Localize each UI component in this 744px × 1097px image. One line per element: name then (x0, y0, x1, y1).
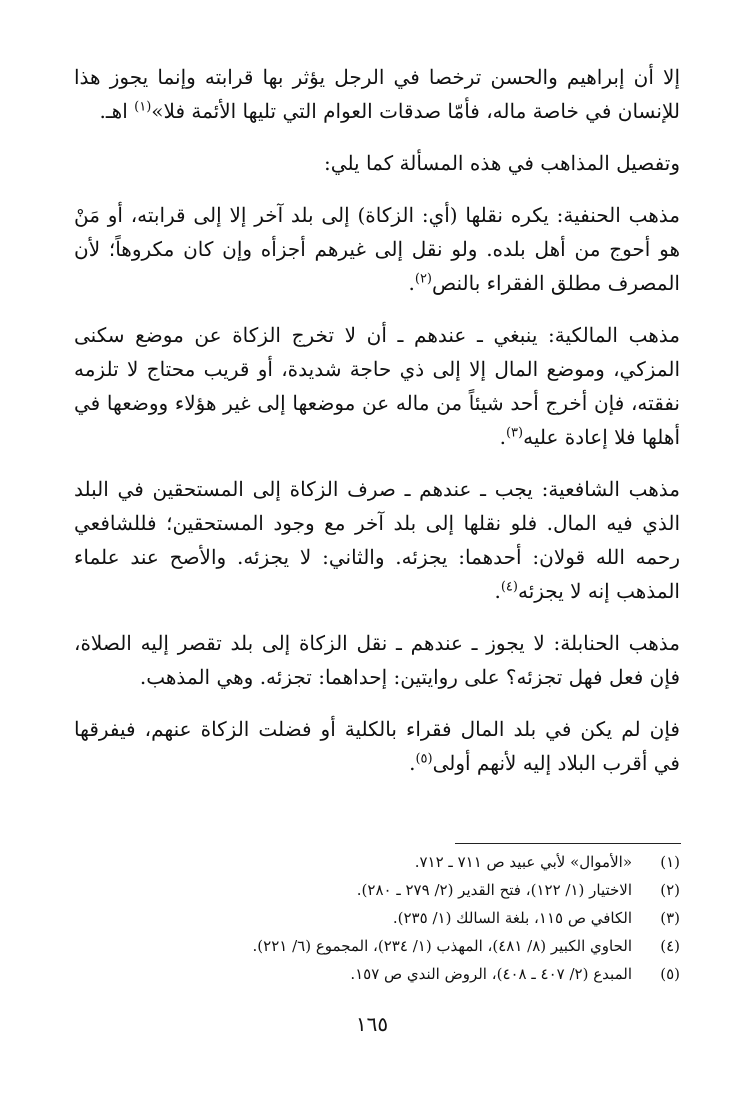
footnote-number: (٥) (660, 965, 680, 983)
footnote-number: (٣) (660, 909, 680, 927)
footnote-4 (74, 932, 680, 960)
footnote-number: (٢) (660, 881, 680, 899)
paragraph-no-poor (74, 712, 680, 780)
footnote-3 (74, 904, 680, 932)
footnote-text: الحاوي الكبير (٨/ ٤٨١)، المهذب (١/ ٢٣٤)، المجموع (٦/ ٢٢١). (252, 937, 632, 955)
paragraph-shafii (74, 472, 680, 608)
paragraph-text: مذهب المالكية: ينبغي ـ عندهم ـ أن لا تخرج الزكاة عن موضع سكنى المزكي، وموضع المال إلا إلى ذي حاجة شديدة، أو قريب محتاج لا تلزمه نفقته، فإن أخرج أحد شيئاً من ماله عن موضعها إلى غير هؤلاء ووضعها في أهلها فلا إعادة عليه (74, 323, 680, 449)
page-number: ١٦٥ (355, 1012, 389, 1036)
paragraph-maliki (74, 318, 680, 454)
footnote-1 (74, 848, 680, 876)
paragraph-text: فإن لم يكن في بلد المال فقراء بالكلية أو فضلت الزكاة عنهم، فيفرقها في أقرب البلاد إليه لأنهم أولى (74, 717, 680, 775)
paragraph-hanafi (74, 198, 680, 300)
footnote-text: الكافي ص ١١٥، بلغة السالك (١/ ٢٣٥). (392, 909, 632, 927)
footnote-ref: (٣) (505, 425, 524, 441)
paragraph-text: وتفصيل المذاهب في هذه المسألة كما يلي: (324, 151, 680, 175)
footnote-text: «الأموال» لأبي عبيد ص ٧١١ ـ ٧١٢. (414, 853, 632, 871)
footnote-text: المبدع (٢/ ٤٠٧ ـ ٤٠٨)، الروض الندي ص ١٥٧. (350, 965, 632, 983)
footnote-ref: (١) (134, 99, 152, 115)
paragraph-text: مذهب الشافعية: يجب ـ عندهم ـ صرف الزكاة إلى المستحقين في البلد الذي فيه المال. فلو نقلها إلى بلد آخر مع وجود المستحقين؛ فللشافعي رحمه الله قولان: أحدهما: يجزئه. والثاني: لا يجزئه. والأصح عند علماء المذهب إنه لا يجزئه (74, 477, 680, 603)
footnote-number: (١) (660, 853, 680, 871)
footnote-text: الاختيار (١/ ١٢٢)، فتح القدير (٢/ ٢٧٩ ـ ٢٨٠). (356, 881, 632, 899)
paragraph-text: مذهب الحنفية: يكره نقلها (أي: الزكاة) إلى بلد آخر إلا إلى قرابته، أو مَنْ هو أحوج من أهل بلده. ولو نقل إلى غيرهم أجزأه وإن كان مكروهاً؛ لأن المصرف مطلق الفقراء بالنص (74, 203, 681, 295)
paragraph-hanbali (74, 626, 680, 694)
footnote-5 (74, 960, 680, 988)
footnote-ref: (٢) (414, 271, 432, 287)
footnote-ref: (٥) (415, 751, 433, 767)
footnote-number: (٤) (660, 937, 680, 955)
footnote-separator (455, 843, 681, 844)
paragraph-tail: . (494, 579, 501, 603)
paragraph-tail: . (408, 271, 415, 295)
footnote-ref: (٤) (500, 579, 518, 595)
footnote-2 (74, 876, 680, 904)
footnotes (74, 848, 680, 988)
paragraph-madhhab-intro (74, 146, 680, 180)
paragraph-text: إلا أن إبراهيم والحسن ترخصا في الرجل يؤثر بها قرابته وإنما يجوز هذا للإنسان في خاصة ماله، فأمّا صدقات العوام التي تليها الأئمة فلا» (74, 65, 680, 123)
main-text (74, 60, 680, 798)
paragraph-text: مذهب الحنابلة: لا يجوز ـ عندهم ـ نقل الزكاة إلى بلد تقصر إليه الصلاة، فإن فعل فهل تجزئه؟ على روايتين: إحداهما: تجزئه. وهي المذهب. (74, 631, 680, 689)
paragraph-tail: . (409, 751, 416, 775)
paragraph-intro-quote (74, 60, 680, 128)
paragraph-tail: . (499, 425, 506, 449)
paragraph-tail: اهـ. (99, 99, 135, 123)
